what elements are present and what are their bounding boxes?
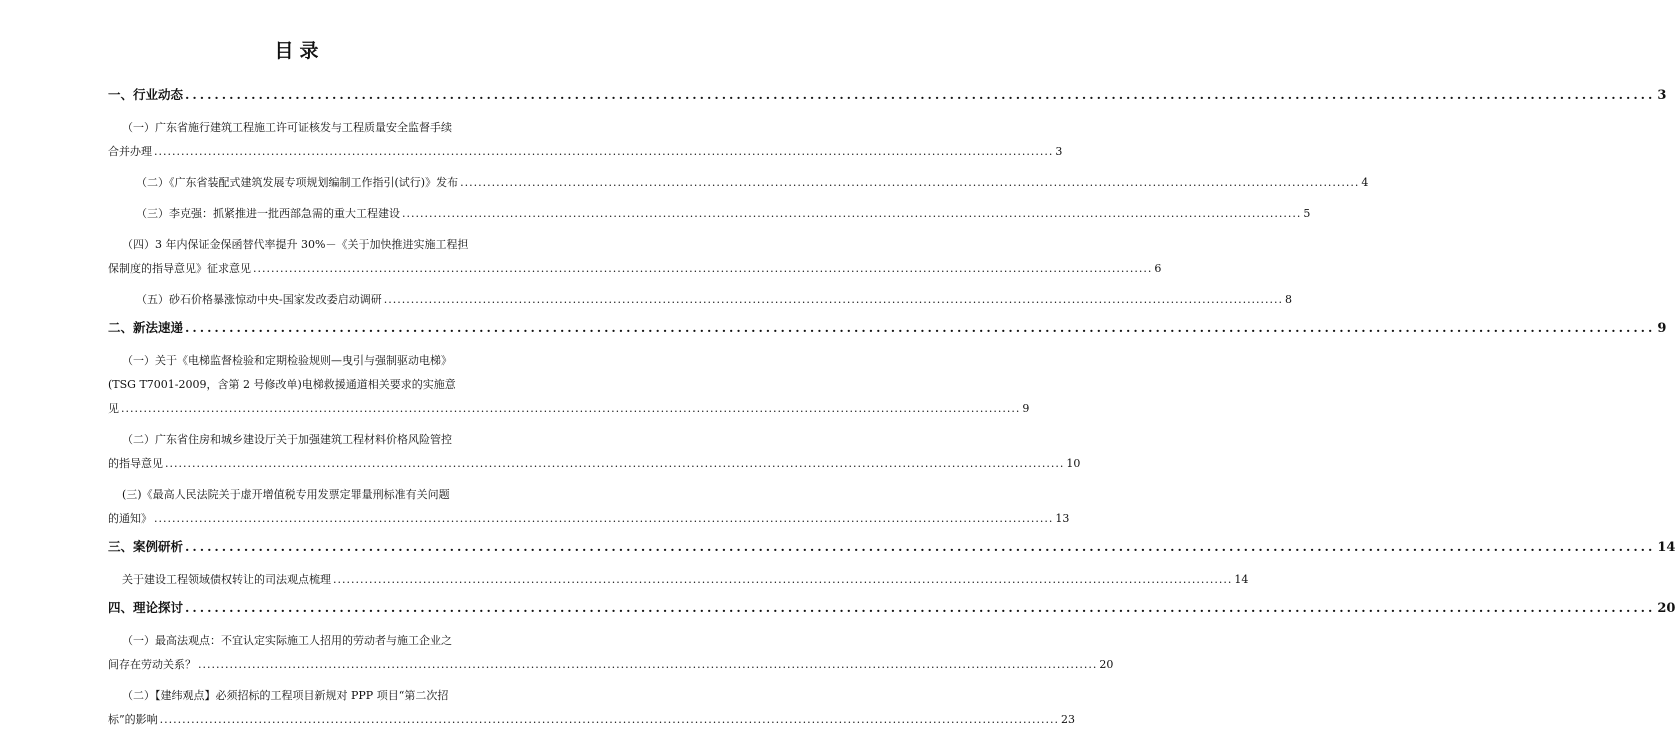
page-number: 14	[1657, 540, 1675, 555]
page-number: 20	[1657, 601, 1675, 616]
toc-entry-text: (TSG T7001-2009，含第 2 号修改单)电梯救援通道相关要求的实施意	[108, 378, 456, 391]
page-number: 14	[1234, 573, 1249, 586]
toc-subentry[interactable]	[108, 428, 1081, 476]
leader-dots: ........................................................................................................................................................................................................	[460, 176, 1360, 189]
page-number: 20	[1099, 658, 1114, 671]
page-number: 9	[1022, 402, 1030, 415]
toc-entry-text: 合并办理	[108, 145, 152, 158]
leader-dots: ........................................................................................................................................................................................................	[154, 145, 1054, 158]
toc-entry-text: （二）《广东省装配式建筑发展专项规划编制工作指引(试行)》发布	[136, 176, 459, 189]
toc-entry-text: 关于建设工程领域债权转让的司法观点梳理	[122, 573, 331, 586]
page-number: 23	[1060, 713, 1075, 726]
toc-subentry[interactable]	[108, 684, 1075, 732]
page-number: 3	[1055, 145, 1063, 158]
page-number: 4	[1361, 176, 1369, 189]
toc-entry-text: 二、新法速递	[108, 320, 184, 335]
toc-entry-text: 一、行业动态	[108, 87, 184, 102]
leader-dots: ........................................................................................................................................................................................................	[154, 512, 1054, 525]
toc-section-entry[interactable]	[108, 538, 1675, 557]
page-title: 目录	[274, 40, 325, 62]
toc-entry-text: 四、理论探讨	[108, 600, 184, 615]
leader-dots: ........................................................................................................................................................................................................	[402, 207, 1302, 220]
leader-dots: ........................................................................................................................................................................................................	[185, 320, 1656, 335]
toc-entry-text: 三、案例研析	[108, 539, 184, 554]
toc-entry-text: 见	[108, 402, 119, 415]
toc-subentry[interactable]	[108, 116, 1063, 164]
toc-section-entry[interactable]	[108, 319, 1667, 338]
toc-section-entry[interactable]	[108, 86, 1667, 105]
toc-entry-text: （二）【建纬观点】必须招标的工程项目新规对 PPP 项目“第二次招	[122, 689, 449, 702]
toc-entry-text: （五）砂石价格暴涨惊动中央-国家发改委启动调研	[136, 293, 382, 306]
toc-entry-text: （二）广东省住房和城乡建设厅关于加强建筑工程材料价格风险管控	[122, 433, 452, 446]
toc-subentry[interactable]	[108, 233, 1162, 281]
toc-section-entry[interactable]	[108, 599, 1675, 618]
leader-dots: ........................................................................................................................................................................................................	[383, 293, 1284, 306]
toc-subentry[interactable]	[108, 288, 1293, 312]
leader-dots: ........................................................................................................................................................................................................	[165, 457, 1065, 470]
toc-subentry[interactable]	[108, 171, 1369, 195]
leader-dots: ........................................................................................................................................................................................................	[253, 262, 1153, 275]
toc-subentry[interactable]	[108, 349, 1030, 421]
page-number: 9	[1657, 321, 1667, 336]
leader-dots: ........................................................................................................................................................................................................	[198, 658, 1098, 671]
toc-entry-text: (三)《最高人民法院关于虚开增值税专用发票定罪量刑标准有关问题	[122, 488, 450, 501]
toc-entry-text: 间存在劳动关系？	[108, 658, 196, 671]
page-number: 10	[1066, 457, 1081, 470]
leader-dots: ........................................................................................................................................................................................................	[185, 87, 1656, 102]
toc-subentry[interactable]	[108, 483, 1070, 531]
toc-entry-text: 标”的影响	[108, 713, 158, 726]
leader-dots: ........................................................................................................................................................................................................	[159, 713, 1059, 726]
toc-subentry[interactable]	[108, 568, 1249, 592]
page-number: 3	[1657, 88, 1667, 103]
leader-dots: ........................................................................................................................................................................................................	[185, 600, 1656, 615]
toc-entry-text: （一）关于《电梯监督检验和定期检验规则—曳引与强制驱动电梯》	[122, 354, 452, 367]
toc-entry-text: （四）3 年内保证金保函替代率提升 30%－《关于加快推进实施工程担	[122, 238, 469, 251]
toc-subentry[interactable]	[108, 202, 1311, 226]
leader-dots: ........................................................................................................................................................................................................	[121, 402, 1021, 415]
page-number: 8	[1285, 293, 1293, 306]
leader-dots: ........................................................................................................................................................................................................	[185, 539, 1656, 554]
toc-entry-text: （三）李克强：抓紧推进一批西部急需的重大工程建设	[136, 207, 400, 220]
leader-dots: ........................................................................................................................................................................................................	[333, 573, 1233, 586]
page-number: 13	[1055, 512, 1070, 525]
toc-entry-text: 保制度的指导意见》征求意见	[108, 262, 251, 275]
page-number: 6	[1154, 262, 1162, 275]
toc-entry-text: 的通知》	[108, 512, 152, 525]
table-of-contents	[108, 86, 1675, 739]
toc-entry-text: （一）广东省施行建筑工程施工许可证核发与工程质量安全监督手续	[122, 121, 452, 134]
toc-entry-text: 的指导意见	[108, 457, 163, 470]
toc-subentry[interactable]	[108, 629, 1114, 677]
toc-entry-text: （一）最高法观点：不宜认定实际施工人招用的劳动者与施工企业之	[122, 634, 452, 647]
page-number: 5	[1303, 207, 1311, 220]
